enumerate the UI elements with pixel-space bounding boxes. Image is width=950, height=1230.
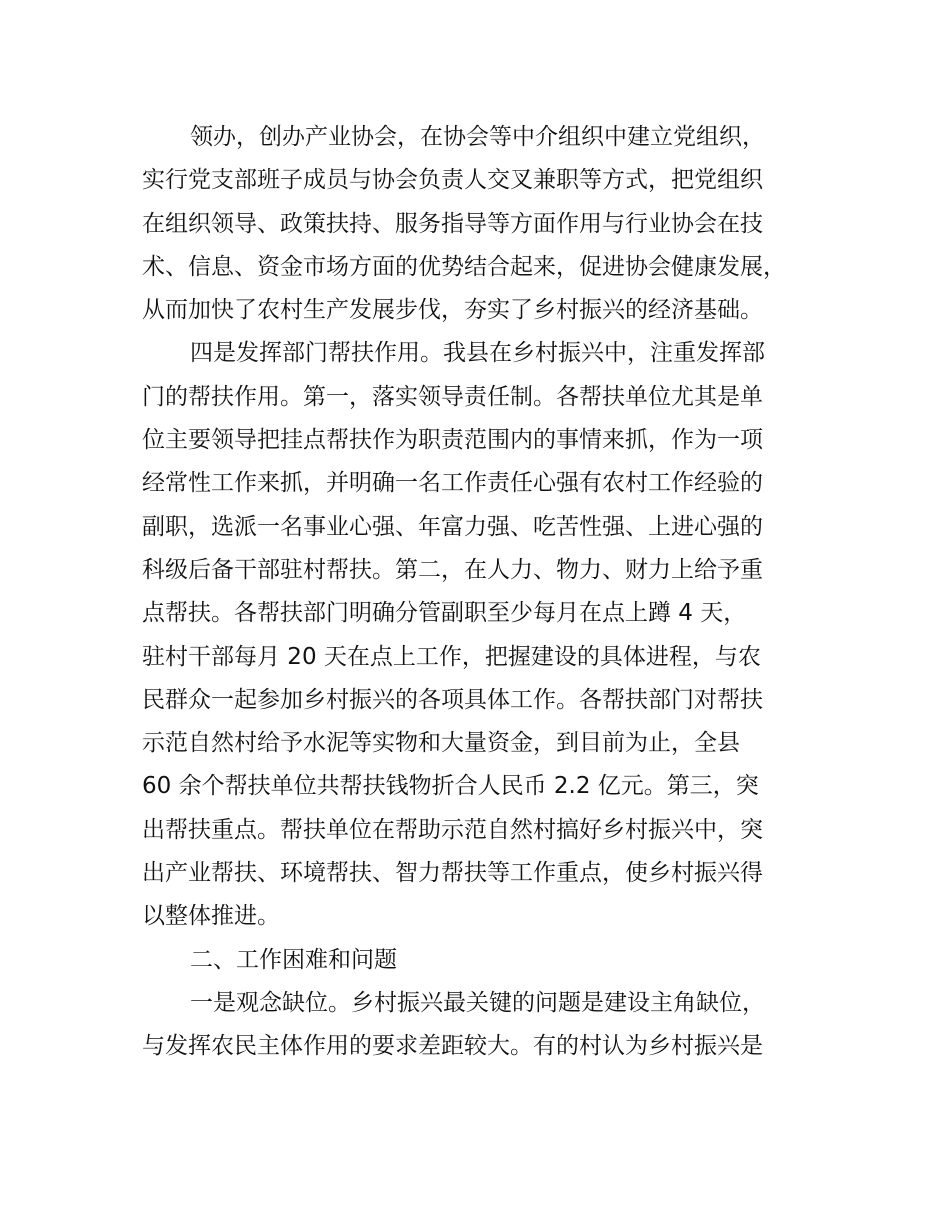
text-line: 在组织领导、政策扶持、服务指导等方面作用与行业协会在技: [142, 210, 763, 237]
text-line: 从而加快了农村生产发展步伐，夯实了乡村振兴的经济基础。: [142, 297, 763, 324]
text-line: 经常性工作来抓，并明确一名工作责任心强有农村工作经验的: [142, 470, 763, 497]
heading-line: 二、工作困难和问题: [190, 946, 397, 973]
text-line: 副职，选派一名事业心强、年富力强、吃苦性强、上进心强的: [142, 513, 763, 540]
text-line: 位主要领导把挂点帮扶作为职责范围内的事情来抓，作为一项: [142, 427, 763, 454]
text-line: 60 余个帮扶单位共帮扶钱物折合人民币 2.2 亿元。第三，突: [142, 773, 759, 800]
text-line: 四是发挥部门帮扶作用。我县在乡村振兴中，注重发挥部: [190, 340, 765, 367]
text-line: 与发挥农民主体作用的要求差距较大。有的村认为乡村振兴是: [142, 1033, 763, 1060]
text-line: 领办，创办产业协会，在协会等中介组织中建立党组织，: [190, 124, 765, 150]
text-line: 门的帮扶作用。第一，落实领导责任制。各帮扶单位尤其是单: [142, 383, 763, 410]
text-line: 出产业帮扶、环境帮扶、智力帮扶等工作重点，使乡村振兴得: [142, 860, 763, 887]
text-line: 术、信息、资金市场方面的优势结合起来，促进协会健康发展，: [142, 253, 786, 280]
text-line: 示范自然村给予水泥等实物和大量资金，到目前为止，全县: [142, 730, 740, 757]
paragraph-3: [142, 982, 842, 1069]
paragraph-1: [142, 116, 842, 332]
text-line: 出帮扶重点。帮扶单位在帮助示范自然村搞好乡村振兴中，突: [142, 816, 763, 843]
text-line: 一是观念缺位。乡村振兴最关键的问题是建设主角缺位，: [190, 989, 765, 1016]
section-heading: [142, 939, 842, 982]
text-line: 点帮扶。各帮扶部门明确分管副职至少每月在点上蹲 4 天，: [142, 600, 747, 627]
text-line: 科级后备干部驻村帮扶。第二，在人力、物力、财力上给予重: [142, 556, 763, 583]
text-line: 驻村干部每月 20 天在点上工作，把握建设的具体进程，与农: [142, 643, 761, 670]
text-line: 实行党支部班子成员与协会负责人交叉兼职等方式，把党组织: [142, 167, 763, 194]
document-body: [142, 116, 842, 1069]
text-line: 民群众一起参加乡村振兴的各项具体工作。各帮扶部门对帮扶: [142, 686, 763, 713]
text-line: 以整体推进。: [142, 903, 280, 930]
paragraph-2: [142, 332, 842, 938]
